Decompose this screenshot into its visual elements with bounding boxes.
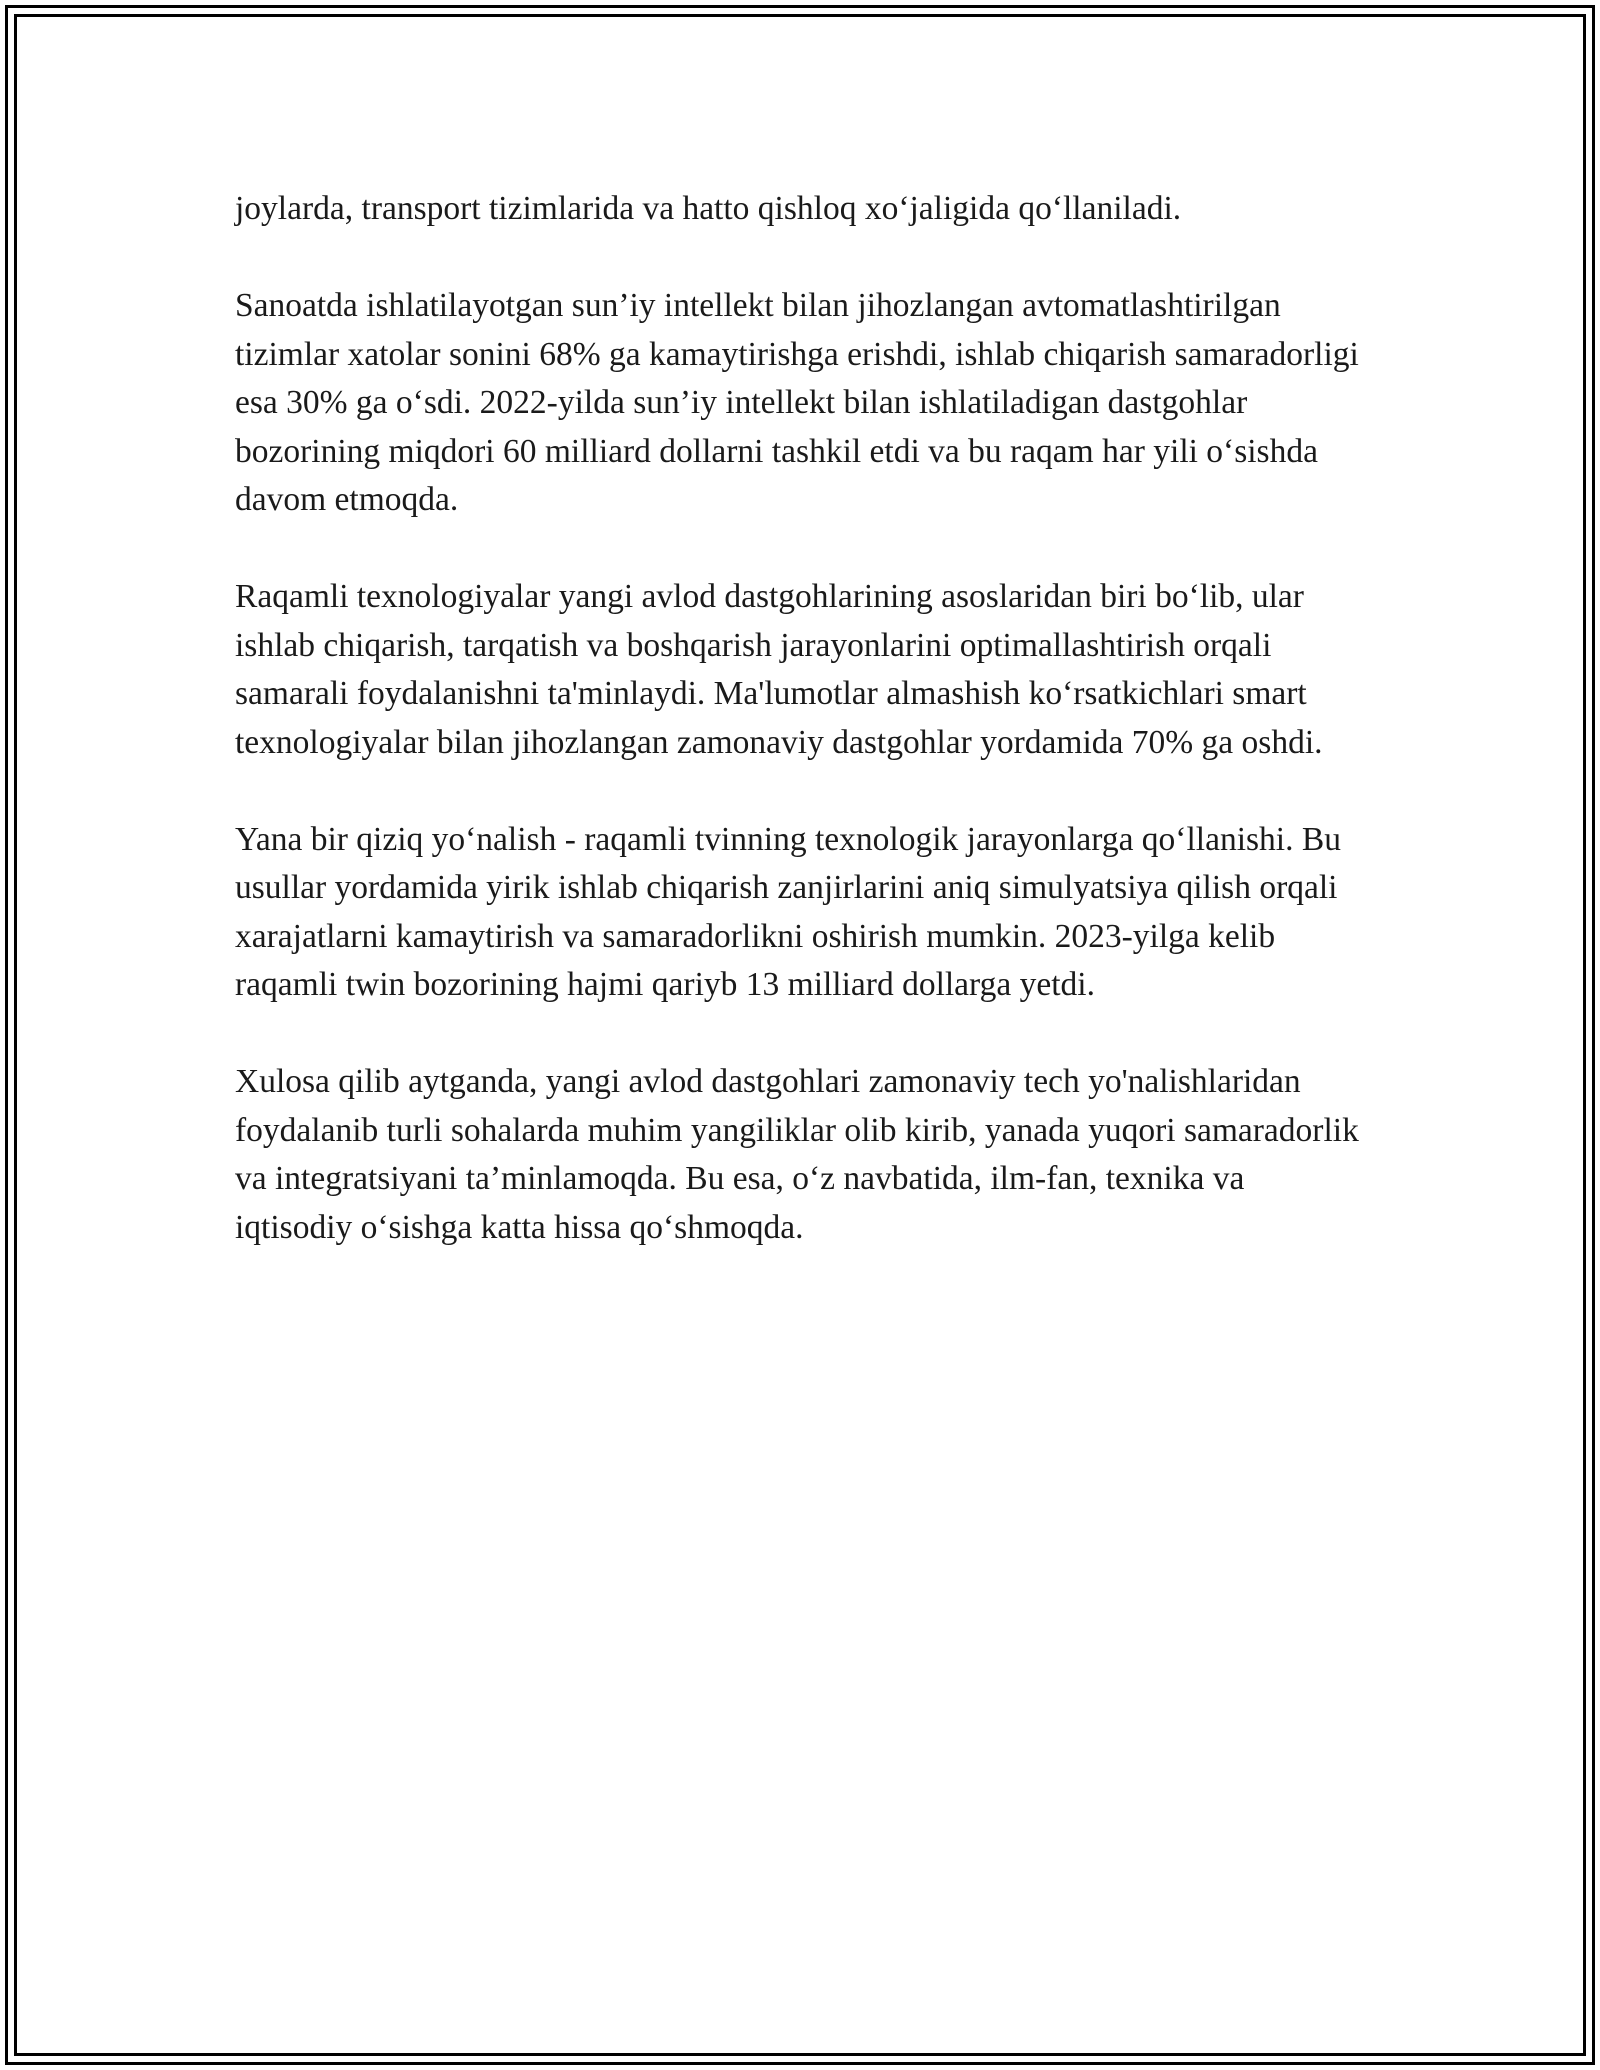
paragraph-4: Yana bir qiziq yo‘nalish - raqamli tvinning texnologik jarayonlarga qo‘llanishi. Bu usullar yordamida yirik ishlab chiqarish zanjirlarini aniq simulyatsiya qilish orqali xarajatlarni kamaytirish va samaradorlikni oshirish mumkin. 2023-yilga kelib raqamli twin bozorining hajmi qariyb 13 milliard dollarga yetdi. [235,820,1341,1003]
paragraph-3: Raqamli texnologiyalar yangi avlod dastgohlarining asoslaridan biri bo‘lib, ular ishlab chiqarish, tarqatish va boshqarish jarayonlarini optimallashtirish orqali samarali foydalanishni ta'minlaydi. Ma'lumotlar almashish ko‘rsatkichlari smart texnologiyalar bilan jihozlangan zamonaviy dastgohlar yordamida 70% ga oshdi. [235,578,1323,761]
paragraph-5: Xulosa qilib aytganda, yangi avlod dastgohlari zamonaviy tech yo'nalishlaridan foydalanib turli sohalarda muhim yangiliklar olib kirib, yanada yuqori samaradorlik va integratsiyani ta’minlamoqda. Bu esa, o‘z navbatida, ilm-fan, texnika va iqtisodiy o‘sishga katta hissa qo‘shmoqda. [235,1063,1359,1246]
document-body [235,185,1365,1301]
paragraph-2: Sanoatda ishlatilayotgan sun’iy intellekt bilan jihozlangan avtomatlashtirilgan tizimlar xatolar sonini 68% ga kamaytirishga erishdi, ishlab chiqarish samaradorligi esa 30% ga o‘sdi. 2022-yilda sun’iy intellekt bilan ishlatiladigan dastgohlar bozorining miqdori 60 milliard dollarni tashkil etdi va bu raqam har yili o‘sishda davom etmoqda. [235,287,1359,518]
paragraph-1: joylarda, transport tizimlarida va hatto qishloq xo‘jaligida qo‘llaniladi. [235,190,1182,227]
